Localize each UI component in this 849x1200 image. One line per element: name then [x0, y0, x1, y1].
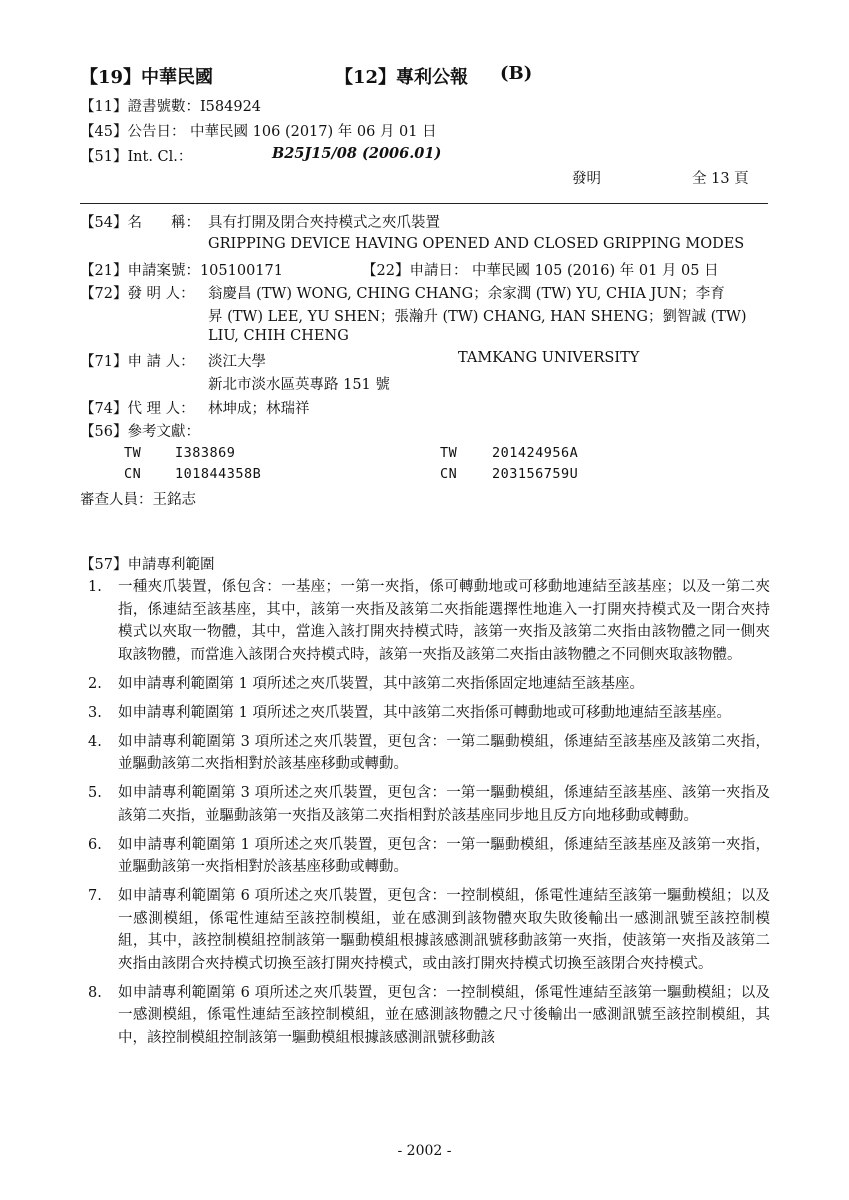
header-divider: [80, 203, 768, 204]
patent-type: 發明: [572, 171, 601, 187]
inventors-label: 【72】發 明 人：: [80, 286, 195, 302]
int-cl-label: 【51】Int. Cl.：: [80, 149, 193, 165]
application-number: 【21】申請案號：105100171: [80, 263, 283, 279]
ref-country: CN: [124, 466, 142, 482]
claim-text: 如申請專利範圍第 3 項所述之夾爪裝置，更包含：一第二驅動模組，係連結至該基座及該第二夾指，並驅動該第二夾指相對於該基座移動或轉動。: [118, 733, 770, 772]
title-label: 【54】名 稱：: [80, 215, 200, 231]
claim-item: [80, 673, 770, 696]
agent-label: 【74】代 理 人：: [80, 401, 195, 417]
claims-heading: 【57】申請專利範圍: [80, 557, 215, 573]
claim-item: [80, 702, 770, 725]
inventors-line-2: 昇 (TW) LEE, YU SHEN；張瀚升 (TW) CHANG, HAN SHENG；劉智誠 (TW): [208, 309, 747, 325]
claim-number: 6.: [88, 836, 102, 853]
ref-number: I383869: [175, 445, 236, 461]
examiner: 審查人員：王銘志: [80, 492, 196, 508]
ref-number: 203156759U: [492, 466, 579, 482]
kind-code: (B): [500, 63, 533, 84]
claim-text: 如申請專利範圍第 3 項所述之夾爪裝置，更包含：一第一驅動模組，係連結至該基座、該第一夾指及該第二夾指，並驅動該第一夾指及該第二夾指相對於該基座同步地且反方向地移動或轉動。: [118, 785, 770, 824]
doc-kind-header: 【12】專利公報: [335, 67, 469, 88]
ref-country: TW: [440, 445, 458, 461]
claim-text: 如申請專利範圍第 1 項所述之夾爪裝置，更包含：一第一驅動模組，係連結至該基座及該第一夾指，並驅動該第一夾指相對於該基座移動或轉動。: [118, 836, 770, 875]
claim-number: 7.: [88, 888, 102, 904]
claim-number: 8.: [88, 984, 102, 1001]
claim-number: 1.: [88, 579, 102, 595]
claim-text: 一種夾爪裝置，係包含：一基座；一第一夾指，係可轉動地或可移動地連結至該基座；以及一第二夾指，係連結至該基座，其中，該第一夾指及該第二夾指能選擇性地進入一打開夾持模式及一閉合夾持模式以夾取一物體，其中，當進入該打開夾持模式時，該第一夾指及該第二夾指由該物體之同一側夾取該物體，而當進入該閉合夾持模式時，該第一夾指及該第二夾指由該物體之不同側夾取該物體。: [118, 579, 770, 663]
applicant-address: 新北市淡水區英專路 151 號: [208, 377, 390, 393]
inventors-line-3: LIU, CHIH CHENG: [208, 328, 349, 344]
claim-item: [80, 885, 770, 975]
publication-date: 【45】公告日： 中華民國 106 (2017) 年 06 月 01 日: [80, 124, 437, 140]
ref-country: TW: [124, 445, 142, 461]
applicant-en: TAMKANG UNIVERSITY: [458, 350, 640, 366]
int-cl-value: B25J15/08 (2006.01): [272, 145, 442, 162]
claim-number: 3.: [88, 704, 102, 721]
claim-item: [80, 834, 770, 879]
title-en: GRIPPING DEVICE HAVING OPENED AND CLOSED GRIPPING MODES: [208, 236, 745, 252]
claim-number: 5.: [88, 785, 102, 801]
claim-item: [80, 782, 770, 827]
references-label: 【56】參考文獻：: [80, 424, 200, 440]
cert-number: 【11】證書號數：I584924: [80, 99, 262, 115]
page-number-footer: - 2002 -: [397, 1143, 452, 1159]
claim-text: 如申請專利範圍第 1 項所述之夾爪裝置，其中該第二夾指係固定地連結至該基座。: [118, 675, 644, 692]
page-count: 全 13 頁: [692, 171, 749, 187]
claim-text: 如申請專利範圍第 1 項所述之夾爪裝置，其中該第二夾指係可轉動地或可移動地連結至該基座。: [118, 704, 731, 721]
claim-item: [80, 731, 770, 776]
inventors-line-1: 翁慶昌 (TW) WONG, CHING CHANG；余家潤 (TW) YU, CHIA JUN；李育: [208, 286, 725, 302]
claim-text: 如申請專利範圍第 6 項所述之夾爪裝置，更包含：一控制模組，係電性連結至該第一驅動模組；以及一感測模組，係電性連結至該控制模組，並在感測該物體之尺寸後輸出一感測訊號至該控制模組，其中，該控制模組控制該第一驅動模組根據該感測訊號移動該: [118, 984, 770, 1046]
agent-names: 林坤成；林瑞祥: [208, 401, 310, 417]
ref-number: 101844358B: [175, 466, 262, 482]
application-date: 【22】申請日： 中華民國 105 (2016) 年 01 月 05 日: [362, 263, 719, 279]
claim-item: [80, 982, 770, 1050]
country-header: 【19】中華民國: [80, 67, 214, 88]
claims-list: [80, 576, 770, 1056]
title-zh: 具有打開及閉合夾持模式之夾爪裝置: [208, 215, 440, 231]
claim-number: 2.: [88, 675, 102, 692]
claim-item: [80, 576, 770, 666]
ref-country: CN: [440, 466, 458, 482]
ref-number: 201424956A: [492, 445, 579, 461]
applicant-label: 【71】申 請 人：: [80, 354, 195, 370]
applicant-zh: 淡江大學: [208, 354, 266, 370]
claim-text: 如申請專利範圍第 6 項所述之夾爪裝置，更包含：一控制模組，係電性連結至該第一驅動模組；以及一感測模組，係電性連結至該控制模組，並在感測到該物體夾取失敗後輸出一感測訊號至該控制模組，其中，該控制模組控制該第一驅動模組根據該感測訊號移動該第一夾指，使該第一夾指及該第二夾指由該閉合夾持模式切換至該打開夾持模式，或由該打開夾持模式切換至該閉合夾持模式。: [118, 888, 770, 972]
claim-number: 4.: [88, 733, 102, 750]
